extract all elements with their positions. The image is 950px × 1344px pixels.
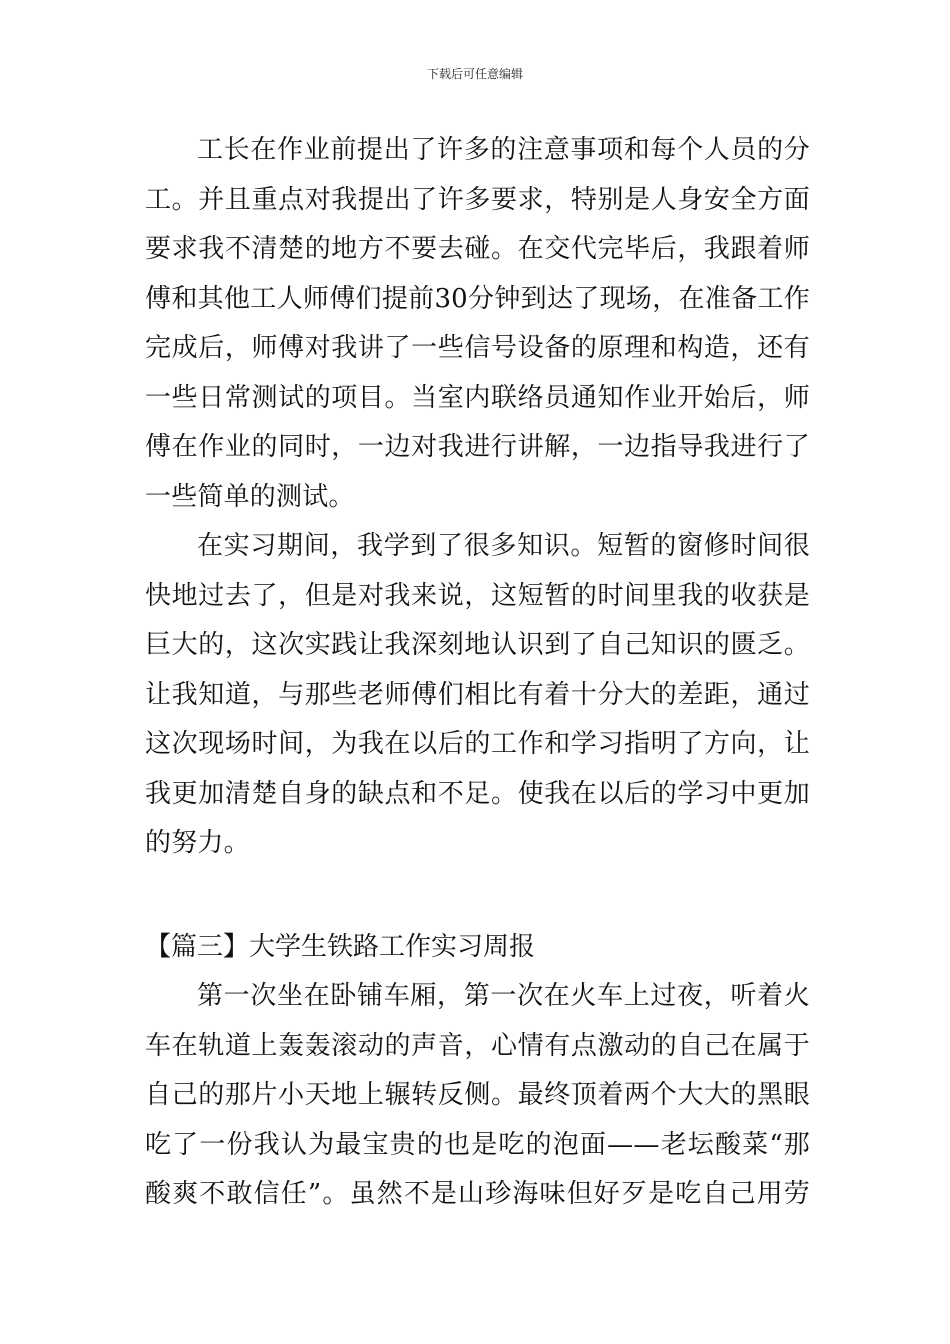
text-line: 快地过去了，但是对我来说，这短暂的时间里我的收获是 — [145, 580, 810, 611]
text-line: 自己的那片小天地上辗转反侧。最终顶着两个大大的黑眼 — [145, 1080, 810, 1110]
text-line: 这次现场时间，为我在以后的工作和学习指明了方向，让 — [145, 729, 810, 759]
text-line: 傅在作业的同时，一边对我进行讲解，一边指导我进行了 — [145, 432, 810, 462]
text-line: 第一次坐在卧铺车厢，第一次在火车上过夜，听着火 — [197, 981, 810, 1011]
text-line: 的努力。 — [145, 828, 250, 858]
text-line: 工。并且重点对我提出了许多要求，特别是人身安全方面 — [145, 184, 810, 215]
text-line: 一些简单的测试。 — [145, 481, 355, 512]
paragraph-2 — [145, 522, 810, 869]
text-line: 完成后，师傅对我讲了一些信号设备的原理和构造，还有 — [145, 333, 810, 363]
section-heading: 【篇三】大学生铁路工作实习周报 — [145, 932, 536, 962]
text-line: 要求我不清楚的地方不要去碰。在交代完毕后，我跟着师 — [145, 234, 810, 264]
text-line: 巨大的，这次实践让我深刻地认识到了自己知识的匮乏。 — [145, 630, 810, 660]
text-line: 车在轨道上轰轰滚动的声音，心情有点激动的自己在属于 — [145, 1030, 810, 1061]
text-line: 工长在作业前提出了许多的注意事项和每个人员的分 — [197, 135, 810, 165]
text-line: 一些日常测试的项目。当室内联络员通知作业开始后，师 — [145, 382, 810, 413]
page-header: 下载后可任意编辑 — [426, 67, 523, 81]
paragraph-3 — [145, 972, 810, 1220]
text-line: 在实习期间，我学到了很多知识。短暂的窗修时间很 — [197, 531, 810, 561]
section-1-body — [145, 126, 810, 869]
section-2-body — [145, 972, 810, 1220]
text-line: 傅和其他工人师傅们提前30分钟到达了现场，在准备工作 — [145, 283, 810, 314]
text-line: 吃了一份我认为最宝贵的也是吃的泡面——老坛酸菜“那 — [145, 1129, 810, 1160]
text-line: 酸爽不敢信任”。虽然不是山珍海味但好歹是吃自己用劳 — [145, 1179, 810, 1209]
text-line: 我更加清楚自身的缺点和不足。使我在以后的学习中更加 — [145, 778, 810, 809]
text-line: 让我知道，与那些老师傅们相比有着十分大的差距，通过 — [145, 679, 810, 710]
paragraph-1 — [145, 126, 810, 522]
